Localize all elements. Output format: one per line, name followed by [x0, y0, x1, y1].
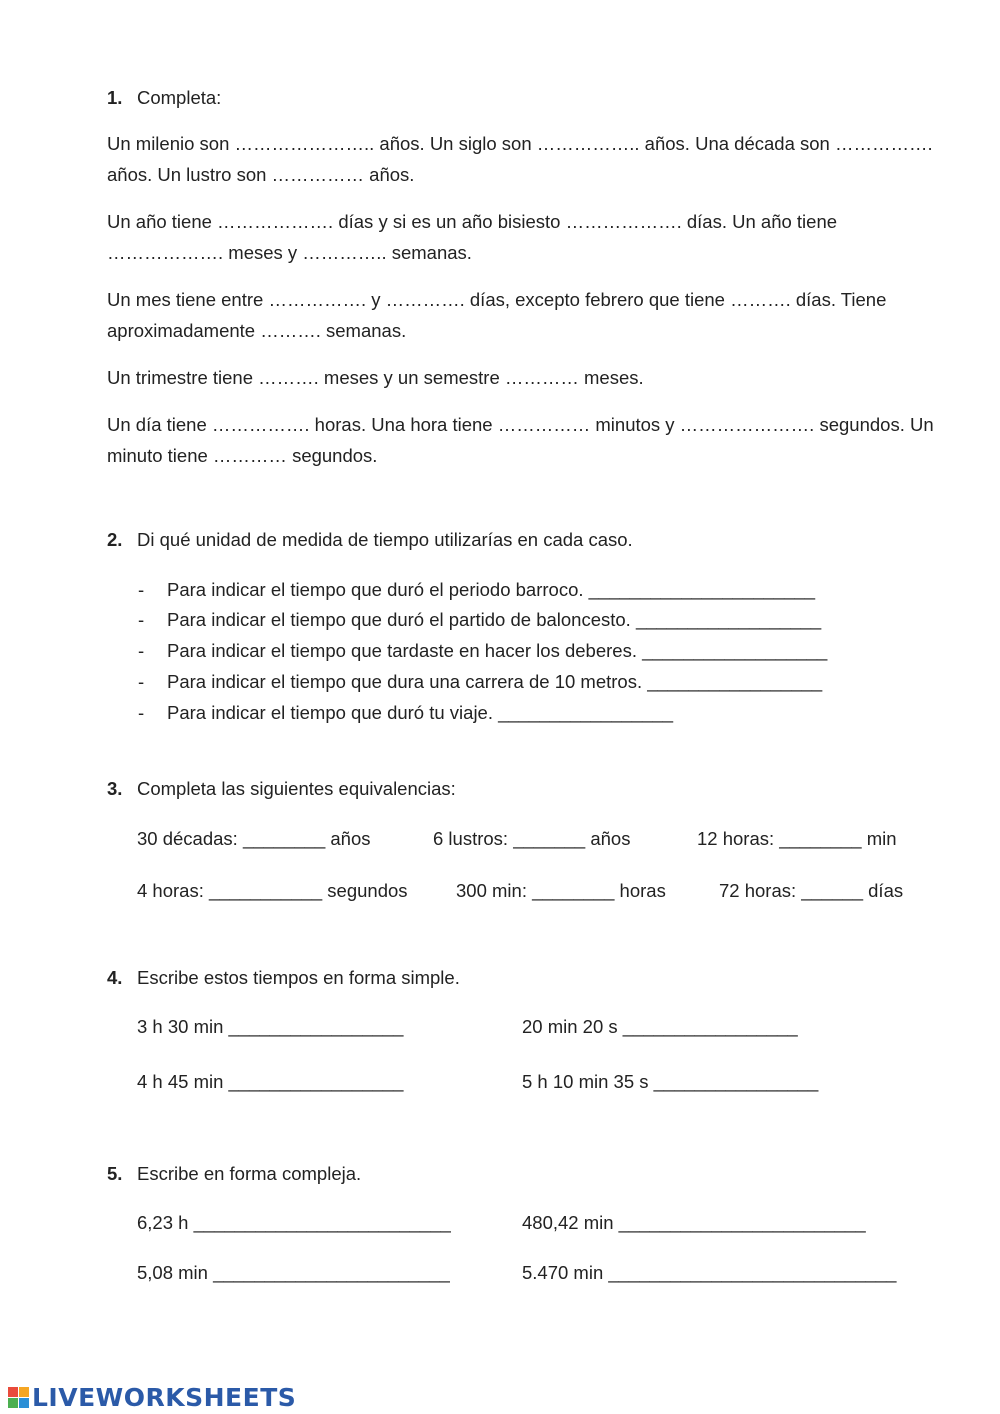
question-title: Di qué unidad de medida de tiempo utilizarías en cada caso. [137, 529, 633, 550]
bullet-dash: - [138, 702, 145, 723]
equivalence-item: 30 décadas: ________ años [137, 828, 371, 849]
time-item: 4 h 45 min _________________ [137, 1071, 404, 1092]
question-number: 3. [107, 778, 123, 799]
equivalence-item: 6 lustros: _______ años [433, 828, 631, 849]
bullet-dash: - [138, 640, 145, 661]
time-item: 5,08 min _______________________ [137, 1262, 450, 1283]
time-item: 5 h 10 min 35 s ________________ [522, 1071, 819, 1092]
paragraph-year: Un año tiene ………………. días y si es un año bisiesto ………………. días. Un año tiene ………………. meses y ………….. semanas. [107, 211, 838, 263]
question-title: Escribe en forma compleja. [137, 1163, 362, 1184]
list-item: Para indicar el tiempo que dura una carrera de 10 metros. _________________ [167, 671, 823, 692]
paragraph-month: Un mes tiene entre ……………. y …………. días, excepto febrero que tiene ………. días. Tiene aproximadamente ………. semanas. [107, 289, 887, 341]
liveworksheets-logo[interactable] [8, 1380, 296, 1414]
paragraph-millennium: Un milenio son ………………….. años. Un siglo son …………….. años. Una década son ……………. años. Un lustro son …………… años. [107, 133, 933, 185]
time-item: 6,23 h _________________________ [137, 1212, 451, 1233]
paragraph-day: Un día tiene ……………. horas. Una hora tiene …………… minutos y …………………. segundos. Un minuto tiene ………… segundos. [107, 414, 934, 466]
logo-blocks-icon [8, 1387, 29, 1408]
question-title: Escribe estos tiempos en forma simple. [137, 967, 460, 988]
question-title: Completa: [137, 87, 222, 108]
logo-text: LIVEWORKSHEETS [32, 1382, 297, 1412]
question-number: 5. [107, 1163, 123, 1184]
list-item: Para indicar el tiempo que duró tu viaje. _________________ [167, 702, 674, 723]
equivalence-item: 300 min: ________ horas [456, 880, 666, 901]
question-number: 4. [107, 967, 123, 988]
bullet-dash: - [138, 671, 145, 692]
time-item: 3 h 30 min _________________ [137, 1016, 404, 1037]
paragraph-trimester: Un trimestre tiene ………. meses y un semestre ………… meses. [107, 367, 644, 388]
equivalence-item: 12 horas: ________ min [697, 828, 897, 849]
list-item: Para indicar el tiempo que duró el periodo barroco. ______________________ [167, 579, 815, 600]
list-item: Para indicar el tiempo que duró el partido de baloncesto. __________________ [167, 609, 822, 630]
time-item: 480,42 min ________________________ [522, 1212, 866, 1233]
list-item: Para indicar el tiempo que tardaste en hacer los deberes. __________________ [167, 640, 828, 661]
equivalence-item: 4 horas: ___________ segundos [137, 880, 408, 901]
question-number: 2. [107, 529, 123, 550]
bullet-dash: - [138, 579, 145, 600]
question-number: 1. [107, 87, 123, 108]
time-item: 20 min 20 s _________________ [522, 1016, 798, 1037]
question-title: Completa las siguientes equivalencias: [137, 778, 456, 799]
bullet-dash: - [138, 609, 145, 630]
time-item: 5.470 min ____________________________ [522, 1262, 897, 1283]
equivalence-item: 72 horas: ______ días [719, 880, 904, 901]
